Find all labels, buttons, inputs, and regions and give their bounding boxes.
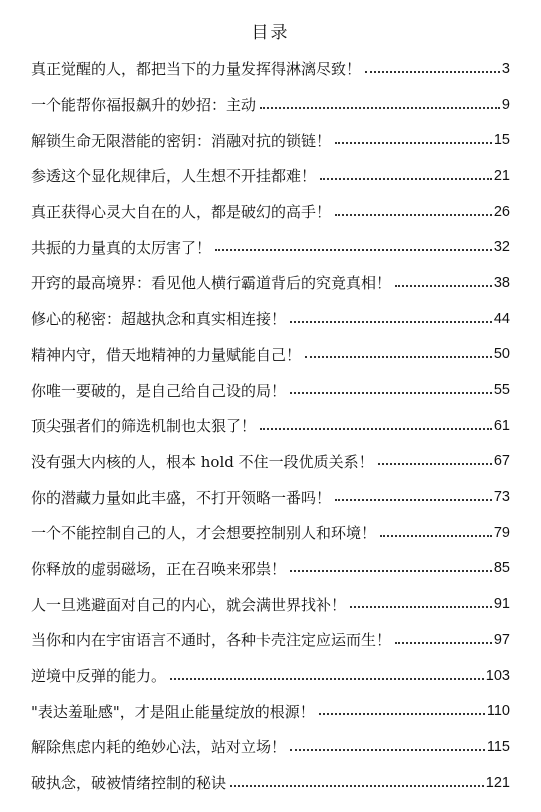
toc-page-number: 79 <box>493 524 510 541</box>
toc-entry[interactable] <box>31 622 510 658</box>
toc-entry-title: 顶尖强者们的筛选机制也太狠了！ <box>31 417 257 436</box>
dot-leader <box>290 321 492 323</box>
toc-entry-title: 开窍的最高境界：看见他人横行霸道背后的究竟真相！ <box>31 274 392 293</box>
dot-leader <box>380 535 492 537</box>
toc-page-number: 61 <box>493 417 510 434</box>
dot-leader <box>335 214 492 216</box>
toc-page-number: 110 <box>486 703 510 720</box>
toc-entry-title: "表达羞耻感"，才是阻止能量绽放的根源！ <box>31 702 315 721</box>
toc-entry-title: 你释放的虚弱磁场，正在召唤来邪祟！ <box>31 559 287 578</box>
toc-entry[interactable] <box>31 301 510 337</box>
toc-entry-title: 解除焦虑内耗的绝妙心法，站对立场！ <box>31 738 287 757</box>
dot-leader <box>320 178 492 180</box>
toc-entry-title: 破执念，破被情绪控制的秘诀 <box>31 774 227 793</box>
toc-page-number: 121 <box>485 774 510 791</box>
dot-leader <box>335 499 492 501</box>
toc-entry[interactable] <box>31 158 510 194</box>
toc-entry-title: 一个不能控制自己的人，才会想要控制别人和环境！ <box>31 524 377 543</box>
table-of-contents <box>31 51 510 800</box>
toc-entry-title: 修心的秘密：超越执念和真实相连接！ <box>31 310 287 329</box>
toc-page-number: 67 <box>493 453 510 470</box>
toc-entry-title: 精神内守，借天地精神的力量赋能自己！ <box>31 345 302 364</box>
toc-page-number: 97 <box>493 631 510 648</box>
toc-page-number: 26 <box>493 203 510 220</box>
toc-entry[interactable] <box>31 515 510 551</box>
toc-page-number: 21 <box>493 167 510 184</box>
toc-entry[interactable] <box>31 372 510 408</box>
toc-page-number: 85 <box>493 560 510 577</box>
toc-page-number: 55 <box>493 382 510 399</box>
page-title: 目录 <box>251 23 290 43</box>
toc-entry-title: 人一旦逃避面对自己的内心，就会满世界找补！ <box>31 595 347 614</box>
toc-entry[interactable] <box>31 693 510 729</box>
toc-entry-title: 解锁生命无限潜能的密钥：消融对抗的锁链！ <box>31 131 332 150</box>
toc-page-number: 3 <box>501 60 510 77</box>
toc-page-number: 73 <box>493 489 510 506</box>
toc-entry-title: 一个能帮你福报飙升的妙招：主动 <box>31 96 257 115</box>
toc-entry-title: 逆境中反弹的能力。 <box>31 667 167 686</box>
toc-entry[interactable] <box>31 51 510 87</box>
toc-page-number: 32 <box>493 239 510 256</box>
toc-entry[interactable] <box>31 408 510 444</box>
toc-entry-title: 没有强大内核的人，根本 hold 不住一段优质关系！ <box>31 452 374 471</box>
toc-entry[interactable] <box>31 194 510 230</box>
dot-leader <box>305 356 492 358</box>
dot-leader <box>350 606 492 608</box>
toc-entry[interactable] <box>31 122 510 158</box>
toc-page-number: 91 <box>493 596 510 613</box>
toc-entry[interactable] <box>31 729 510 765</box>
dot-leader <box>395 642 492 644</box>
dot-leader <box>395 285 492 287</box>
dot-leader <box>365 71 500 73</box>
dot-leader <box>290 392 492 394</box>
dot-leader <box>260 428 492 430</box>
toc-page-number: 50 <box>493 346 510 363</box>
toc-page-number: 115 <box>486 738 510 755</box>
toc-entry[interactable] <box>31 586 510 622</box>
toc-entry[interactable] <box>31 658 510 694</box>
toc-entry[interactable] <box>31 479 510 515</box>
toc-page-number: 38 <box>493 274 510 291</box>
toc-entry-title: 当你和内在宇宙语言不通时，各种卡壳注定应运而生！ <box>31 631 392 650</box>
toc-entry-title: 真正觉醒的人，都把当下的力量发挥得淋漓尽致！ <box>31 60 362 79</box>
toc-entry[interactable] <box>31 87 510 123</box>
dot-leader <box>260 107 500 109</box>
toc-page-number: 103 <box>485 667 510 684</box>
dot-leader <box>319 713 485 715</box>
dot-leader <box>335 142 492 144</box>
toc-page-number: 9 <box>501 96 510 113</box>
dot-leader <box>170 678 484 680</box>
dot-leader <box>290 749 485 751</box>
toc-entry-title: 真正获得心灵大自在的人，都是破幻的高手！ <box>31 203 332 222</box>
toc-entry[interactable] <box>31 229 510 265</box>
toc-entry-title: 你唯一要破的，是自己给自己设的局！ <box>31 381 287 400</box>
toc-entry[interactable] <box>31 337 510 373</box>
toc-entry[interactable] <box>31 551 510 587</box>
dot-leader <box>290 570 492 572</box>
toc-entry-title: 共振的力量真的太厉害了！ <box>31 238 212 257</box>
toc-entry[interactable] <box>31 765 510 801</box>
toc-page-number: 15 <box>493 132 510 149</box>
dot-leader <box>230 785 484 787</box>
toc-entry[interactable] <box>31 444 510 480</box>
toc-entry[interactable] <box>31 265 510 301</box>
dot-leader <box>215 249 492 251</box>
dot-leader <box>378 463 492 465</box>
toc-entry-title: 你的潜藏力量如此丰盛，不打开领略一番吗！ <box>31 488 332 507</box>
toc-page-number: 44 <box>493 310 510 327</box>
toc-entry-title: 参透这个显化规律后，人生想不开挂都难！ <box>31 167 317 186</box>
